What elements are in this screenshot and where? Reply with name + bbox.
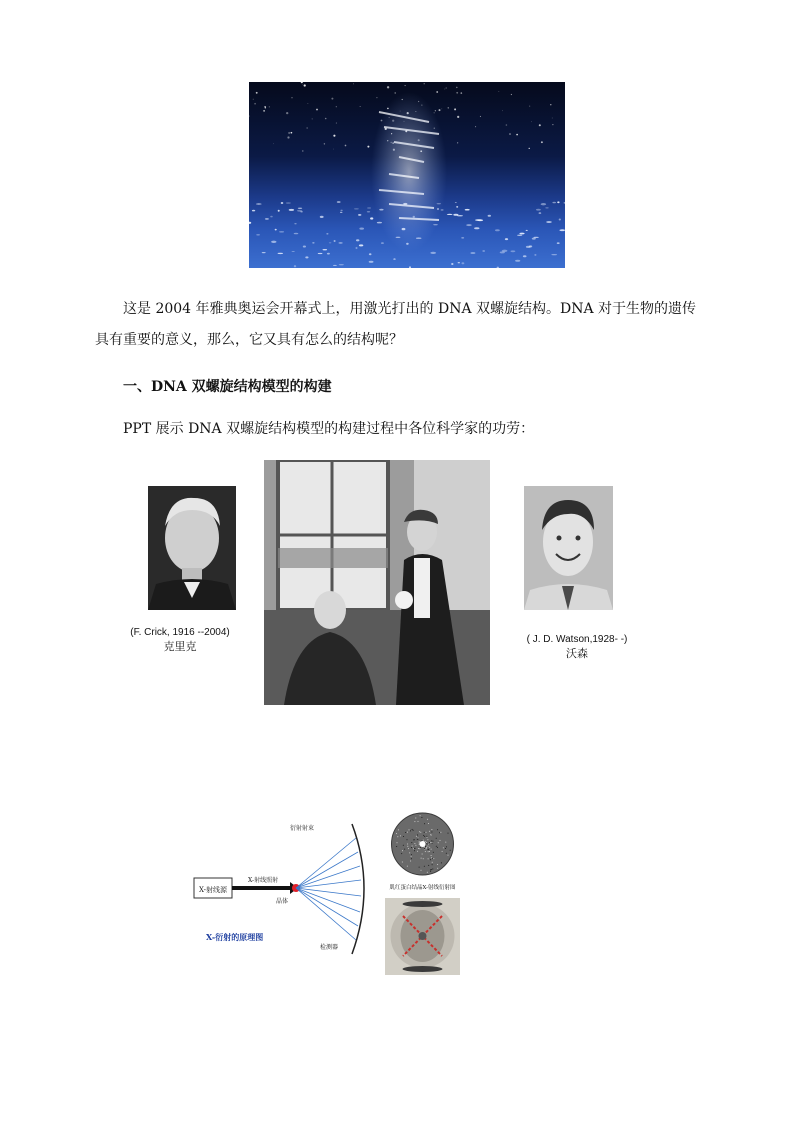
section-heading: 一、DNA 双螺旋结构模型的构建	[123, 379, 332, 395]
xray-diffraction-diagram	[186, 816, 376, 966]
watson-crick-photo	[264, 460, 490, 705]
watson-name-zh: 沃森	[566, 647, 588, 660]
crick-name-zh: 克里克	[163, 640, 197, 653]
watson-portrait	[524, 486, 613, 610]
detector-arc	[352, 824, 364, 954]
diffraction-rays	[296, 838, 361, 940]
detector-label: 检测器	[320, 944, 339, 951]
ppt-instruction: PPT 展示 DNA 双螺旋结构模型的构建过程中各位科学家的功劳：	[123, 421, 535, 437]
crick-name-en: (F. Crick, 1916 --2004)	[130, 627, 230, 638]
crystal-label: 晶体	[276, 898, 289, 905]
crick-portrait	[148, 486, 236, 610]
xray-source-label: X-射线源	[198, 886, 228, 894]
diffraction-caption: 肌红蛋白结晶X-射线衍射图	[389, 885, 456, 891]
diagram-title: X-衍射的原理图	[206, 932, 264, 942]
crick-caption	[120, 626, 240, 654]
dna-xray-photo	[385, 898, 460, 975]
olympic-dna-laser-photo	[249, 82, 565, 268]
xray-beam-label: X-射线照射	[248, 877, 279, 884]
intro-paragraph: 这是 2004 年雅典奥运会开幕式上，用激光打出的 DNA 双螺旋结构。DNA 对于生物的遗传具有重要的意义，那么，它又具有怎么的结构呢？	[95, 301, 697, 348]
watson-name-en: ( J. D. Watson,1928- -)	[526, 634, 628, 645]
myoglobin-diffraction-image	[385, 812, 460, 892]
diffraction-beam-label: 衍射射束	[290, 825, 315, 832]
watson-caption	[512, 633, 642, 661]
